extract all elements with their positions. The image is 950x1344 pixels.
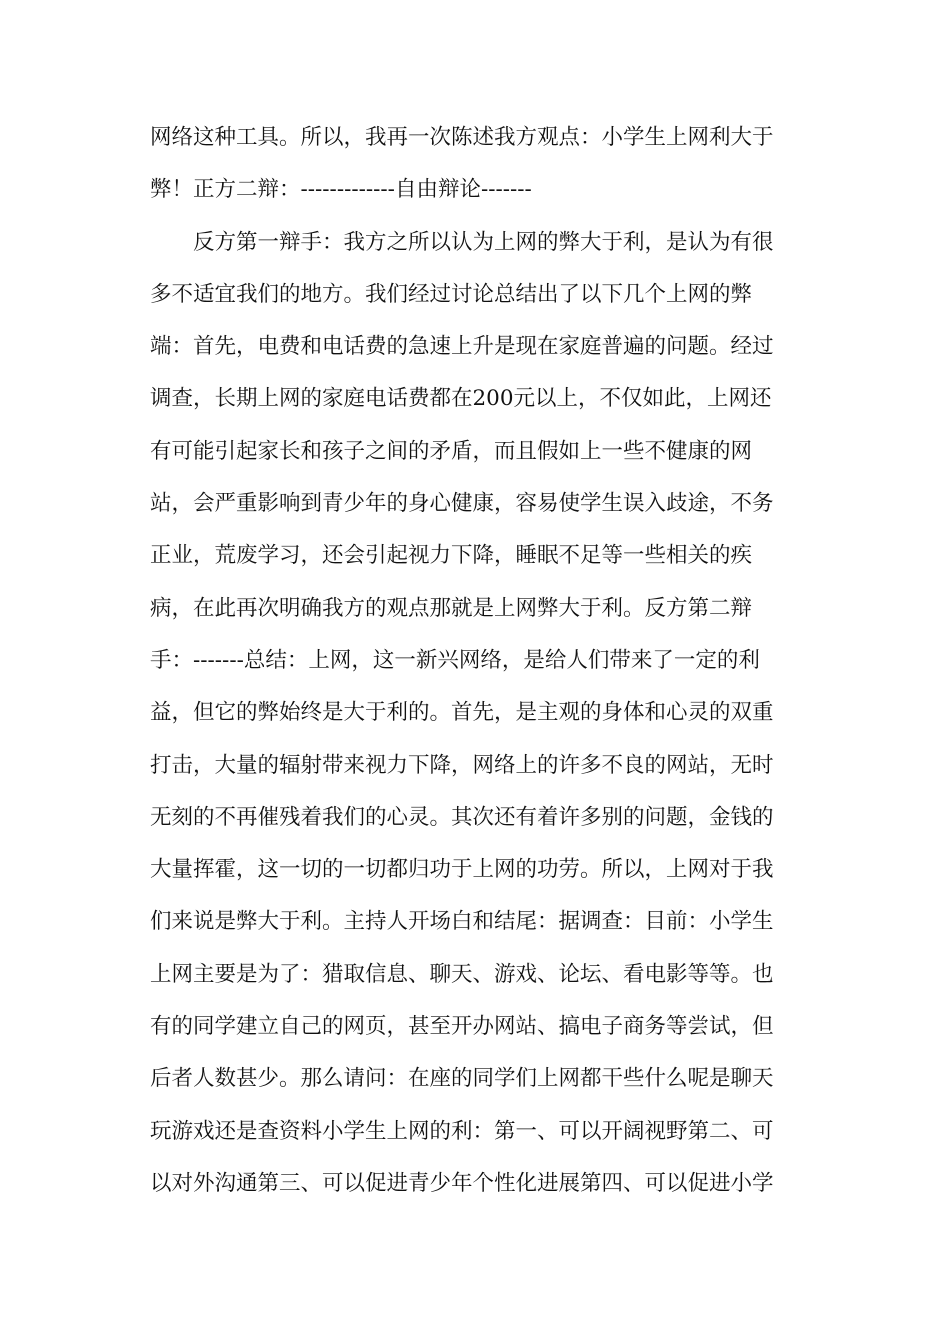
text-line: 调查，长期上网的家庭电话费都在200元以上，不仅如此，上网还 — [150, 386, 772, 412]
document-body — [150, 112, 800, 1210]
text-line: 打击，大量的辐射带来视力下降，网络上的许多不良的网站，无时 — [150, 752, 774, 778]
text-line: 以对外沟通第三、可以促进青少年个性化进展第四、可以促进小学 — [150, 1170, 774, 1196]
text-line: 们来说是弊大于利。主持人开场白和结尾：据调查：目前：小学生 — [150, 909, 774, 935]
text-line: 有可能引起家长和孩子之间的矛盾，而且假如上一些不健康的网 — [150, 438, 753, 464]
text-line: 上网主要是为了：猎取信息、聊天、游戏、论坛、看电影等等。也 — [150, 961, 774, 987]
text-line: 网络这种工具。所以，我再一次陈述我方观点：小学生上网利大于 — [150, 125, 774, 150]
text-line: 端：首先，电费和电话费的急速上升是现在家庭普遍的问题。经过 — [150, 334, 774, 360]
text-line: 有的同学建立自己的网页，甚至开办网站、搞电子商务等尝试，但 — [150, 1014, 774, 1040]
text-line: 站，会严重影响到青少年的身心健康，容易使学生误入歧途，不务 — [150, 491, 774, 517]
text-line: 无刻的不再催残着我们的心灵。其次还有着许多别的问题，金钱的 — [150, 804, 774, 830]
text-line: 大量挥霍，这一切的一切都归功于上网的功劳。所以，上网对于我 — [150, 857, 774, 883]
text-line: 弊！正方二辩：-------------自由辩论------- — [150, 177, 532, 203]
text-line: 病，在此再次明确我方的观点那就是上网弊大于利。反方第二辩 — [150, 595, 753, 621]
text-line-indented: 反方第一辩手：我方之所以认为上网的弊大于利，是认为有很 — [193, 229, 774, 255]
text-line: 后者人数甚少。那么请问：在座的同学们上网都干些什么呢是聊天 — [150, 1066, 774, 1092]
text-line: 正业，荒废学习，还会引起视力下降，睡眠不足等一些相关的疾 — [150, 543, 753, 569]
text-line: 益，但它的弊始终是大于利的。首先，是主观的身体和心灵的双重 — [150, 700, 774, 726]
text-line: 手：-------总结：上网，这一新兴网络，是给人们带来了一定的利 — [150, 647, 760, 673]
text-line: 多不适宜我们的地方。我们经过讨论总结出了以下几个上网的弊 — [150, 281, 753, 307]
text-line: 玩游戏还是查资料小学生上网的利：第一、可以开阔视野第二、可 — [150, 1118, 774, 1144]
paragraph-opposition — [150, 217, 800, 1211]
paragraph-closing — [150, 112, 800, 217]
